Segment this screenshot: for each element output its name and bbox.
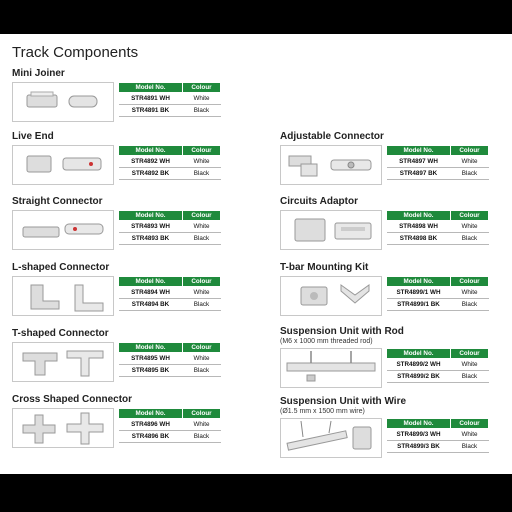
colour-cell: White bbox=[183, 156, 221, 168]
colour-cell: Black bbox=[451, 168, 489, 180]
table-row bbox=[119, 287, 221, 299]
colour-cell: Black bbox=[183, 168, 221, 180]
model-cell: STR4899/1 WH bbox=[387, 287, 451, 299]
mini-joiner-photo bbox=[12, 82, 114, 122]
colour-cell: White bbox=[183, 221, 221, 233]
component-title: T-bar Mounting Kit bbox=[280, 262, 369, 273]
model-cell: STR4894 BK bbox=[119, 299, 183, 311]
colour-cell: Black bbox=[451, 233, 489, 245]
model-cell: STR4892 WH bbox=[119, 156, 183, 168]
component-title: Mini Joiner bbox=[12, 68, 65, 79]
table-row bbox=[119, 105, 221, 117]
colour-header: Colour bbox=[451, 277, 489, 287]
model-cell: STR4899/1 BK bbox=[387, 299, 451, 311]
spec-table-suspension-wire bbox=[386, 418, 489, 453]
component-title: Straight Connector bbox=[12, 196, 103, 207]
table-row bbox=[119, 299, 221, 311]
model-cell: STR4891 WH bbox=[119, 93, 183, 105]
colour-cell: White bbox=[451, 429, 489, 441]
component-title: Suspension Unit with Rod bbox=[280, 326, 404, 337]
model-cell: STR4893 BK bbox=[119, 233, 183, 245]
spec-table-suspension-rod bbox=[386, 348, 489, 383]
table-row bbox=[387, 221, 489, 233]
table-row bbox=[387, 441, 489, 453]
t-shaped-connector-photo bbox=[12, 342, 114, 382]
colour-cell: Black bbox=[183, 233, 221, 245]
table-row bbox=[119, 365, 221, 377]
table-row bbox=[387, 299, 489, 311]
spec-table-adjustable-connector bbox=[386, 145, 489, 180]
colour-cell: Black bbox=[183, 105, 221, 117]
adjustable-connector-photo bbox=[280, 145, 382, 185]
table-row bbox=[387, 287, 489, 299]
model-header: Model No. bbox=[119, 211, 183, 221]
suspension-rod-photo bbox=[280, 348, 382, 388]
colour-header: Colour bbox=[183, 343, 221, 353]
model-cell: STR4892 BK bbox=[119, 168, 183, 180]
model-cell: STR4899/2 WH bbox=[387, 359, 451, 371]
colour-header: Colour bbox=[451, 419, 489, 429]
model-header: Model No. bbox=[119, 146, 183, 156]
colour-cell: Black bbox=[183, 299, 221, 311]
spec-table-live-end bbox=[118, 145, 221, 180]
model-cell: STR4897 BK bbox=[387, 168, 451, 180]
colour-header: Colour bbox=[451, 146, 489, 156]
table-row bbox=[387, 156, 489, 168]
model-header: Model No. bbox=[119, 83, 183, 93]
component-subtitle: (Ø1.5 mm x 1500 mm wire) bbox=[280, 408, 365, 415]
colour-header: Colour bbox=[183, 409, 221, 419]
component-title: Adjustable Connector bbox=[280, 131, 384, 142]
spec-table-straight-connector bbox=[118, 210, 221, 245]
colour-header: Colour bbox=[183, 277, 221, 287]
cross-shaped-connector-photo bbox=[12, 408, 114, 448]
colour-header: Colour bbox=[183, 83, 221, 93]
colour-cell: White bbox=[183, 353, 221, 365]
colour-cell: Black bbox=[183, 431, 221, 443]
model-cell: STR4898 BK bbox=[387, 233, 451, 245]
table-row bbox=[119, 233, 221, 245]
model-cell: STR4895 BK bbox=[119, 365, 183, 377]
model-cell: STR4899/2 BK bbox=[387, 371, 451, 383]
model-header: Model No. bbox=[387, 419, 451, 429]
component-title: L-shaped Connector bbox=[12, 262, 110, 273]
model-cell: STR4899/3 BK bbox=[387, 441, 451, 453]
table-row bbox=[119, 221, 221, 233]
table-row bbox=[119, 168, 221, 180]
model-header: Model No. bbox=[119, 277, 183, 287]
suspension-wire-photo bbox=[280, 418, 382, 458]
table-row bbox=[119, 156, 221, 168]
model-header: Model No. bbox=[387, 349, 451, 359]
l-shaped-connector-photo bbox=[12, 276, 114, 316]
model-cell: STR4896 WH bbox=[119, 419, 183, 431]
model-cell: STR4898 WH bbox=[387, 221, 451, 233]
colour-cell: Black bbox=[183, 365, 221, 377]
model-header: Model No. bbox=[119, 409, 183, 419]
model-cell: STR4896 BK bbox=[119, 431, 183, 443]
spec-table-l-shaped-connector bbox=[118, 276, 221, 311]
colour-cell: Black bbox=[451, 441, 489, 453]
table-row bbox=[387, 359, 489, 371]
component-subtitle: (M6 x 1000 mm threaded rod) bbox=[280, 338, 373, 345]
component-title: Circuits Adaptor bbox=[280, 196, 358, 207]
page-title: Track Components bbox=[12, 44, 139, 61]
model-header: Model No. bbox=[387, 146, 451, 156]
catalog-page bbox=[0, 34, 512, 474]
colour-cell: Black bbox=[451, 299, 489, 311]
colour-cell: White bbox=[183, 93, 221, 105]
model-cell: STR4895 WH bbox=[119, 353, 183, 365]
component-title: T-shaped Connector bbox=[12, 328, 109, 339]
colour-header: Colour bbox=[183, 211, 221, 221]
spec-table-mini-joiner bbox=[118, 82, 221, 117]
table-row bbox=[119, 93, 221, 105]
live-end-photo bbox=[12, 145, 114, 185]
colour-header: Colour bbox=[451, 349, 489, 359]
colour-header: Colour bbox=[451, 211, 489, 221]
model-header: Model No. bbox=[387, 211, 451, 221]
colour-header: Colour bbox=[183, 146, 221, 156]
component-title: Live End bbox=[12, 131, 54, 142]
colour-cell: White bbox=[451, 359, 489, 371]
spec-table-t-bar-mounting-kit bbox=[386, 276, 489, 311]
t-bar-mounting-kit-photo bbox=[280, 276, 382, 316]
model-header: Model No. bbox=[119, 343, 183, 353]
model-cell: STR4894 WH bbox=[119, 287, 183, 299]
colour-cell: White bbox=[183, 419, 221, 431]
table-row bbox=[387, 168, 489, 180]
component-title: Suspension Unit with Wire bbox=[280, 396, 407, 407]
table-row bbox=[387, 371, 489, 383]
colour-cell: White bbox=[451, 287, 489, 299]
model-cell: STR4893 WH bbox=[119, 221, 183, 233]
colour-cell: White bbox=[451, 156, 489, 168]
table-row bbox=[119, 431, 221, 443]
table-row bbox=[387, 429, 489, 441]
spec-table-cross-shaped-connector bbox=[118, 408, 221, 443]
spec-table-t-shaped-connector bbox=[118, 342, 221, 377]
table-row bbox=[119, 353, 221, 365]
spec-table-circuits-adaptor bbox=[386, 210, 489, 245]
colour-cell: White bbox=[451, 221, 489, 233]
model-cell: STR4897 WH bbox=[387, 156, 451, 168]
circuits-adaptor-photo bbox=[280, 210, 382, 250]
component-title: Cross Shaped Connector bbox=[12, 394, 133, 405]
table-row bbox=[119, 419, 221, 431]
straight-connector-photo bbox=[12, 210, 114, 250]
colour-cell: White bbox=[183, 287, 221, 299]
table-row bbox=[387, 233, 489, 245]
colour-cell: Black bbox=[451, 371, 489, 383]
model-cell: STR4899/3 WH bbox=[387, 429, 451, 441]
model-header: Model No. bbox=[387, 277, 451, 287]
model-cell: STR4891 BK bbox=[119, 105, 183, 117]
